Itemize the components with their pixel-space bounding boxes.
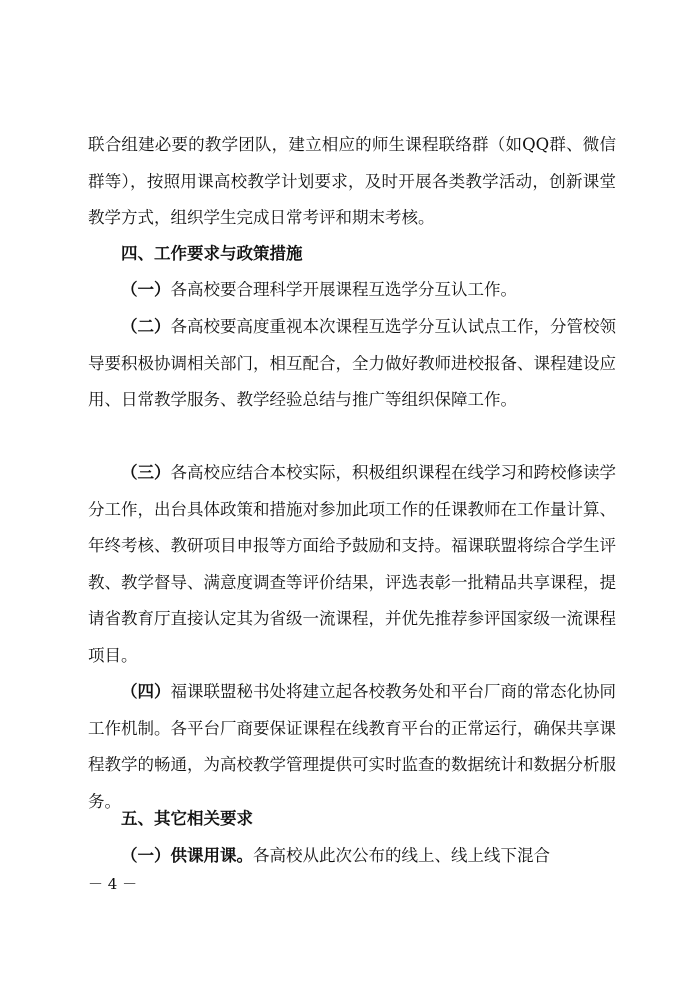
paragraph-4-1 <box>88 272 616 309</box>
item-number: （一） <box>121 846 171 865</box>
paragraph-text: 各高校从此次公布的线上、线上线下混合 <box>253 846 550 865</box>
section-heading-5: 五、其它相关要求 <box>121 809 253 828</box>
paragraph-5-1 <box>88 838 616 875</box>
paragraph-text: 联合组建必要的教学团队，建立相应的师生课程联络群（如QQ群、微信群等），按照用课高校教学计划要求，及时开展各类教学活动，创新课堂教学方式，组织学生完成日常考评和期末考核。 <box>88 135 616 227</box>
paragraph-text: 各高校应结合本校实际，积极组织课程在线学习和跨校修读学分工作，出台具体政策和措施对参加此项工作的任课教师在工作量计算、年终考核、教研项目申报等方面给予鼓励和支持。福课联盟将综合学生评教、教学督导、满意度调查等评价结果，评选表彰一批精品共享课程，提请省教育厅直接认定其为省级一流课程，并优先推荐参评国家级一流课程项目。 <box>88 463 616 665</box>
item-lead-in: 供课用课。 <box>170 846 253 865</box>
page-number: － 4 － <box>88 875 138 893</box>
paragraph-4-4 <box>88 674 616 820</box>
item-number: （二） <box>121 317 171 336</box>
paragraph-text: 福课联盟秘书处将建立起各校教务处和平台厂商的常态化协同工作机制。各平台厂商要保证课程在线教育平台的正常运行，确保共享课程教学的畅通，为高校教学管理提供可实时监查的数据统计和数据分析服务。 <box>88 682 616 811</box>
paragraph-text: 各高校要合理科学开展课程互选学分互认工作。 <box>170 280 517 299</box>
item-number: （三） <box>121 463 171 482</box>
paragraph-4-3 <box>88 455 616 674</box>
section-heading-4: 四、工作要求与政策措施 <box>121 244 303 263</box>
paragraph-4-2 <box>88 309 616 419</box>
paragraph-continuation <box>88 127 616 237</box>
paragraph-text: 各高校要高度重视本次课程互选学分互认试点工作，分管校领导要积极协调相关部门，相互配合，全力做好教师进校报备、课程建设应用、日常教学服务、教学经验总结与推广等组织保障工作。 <box>88 317 616 409</box>
item-number: （一） <box>121 280 171 299</box>
item-number: （四） <box>121 682 171 701</box>
